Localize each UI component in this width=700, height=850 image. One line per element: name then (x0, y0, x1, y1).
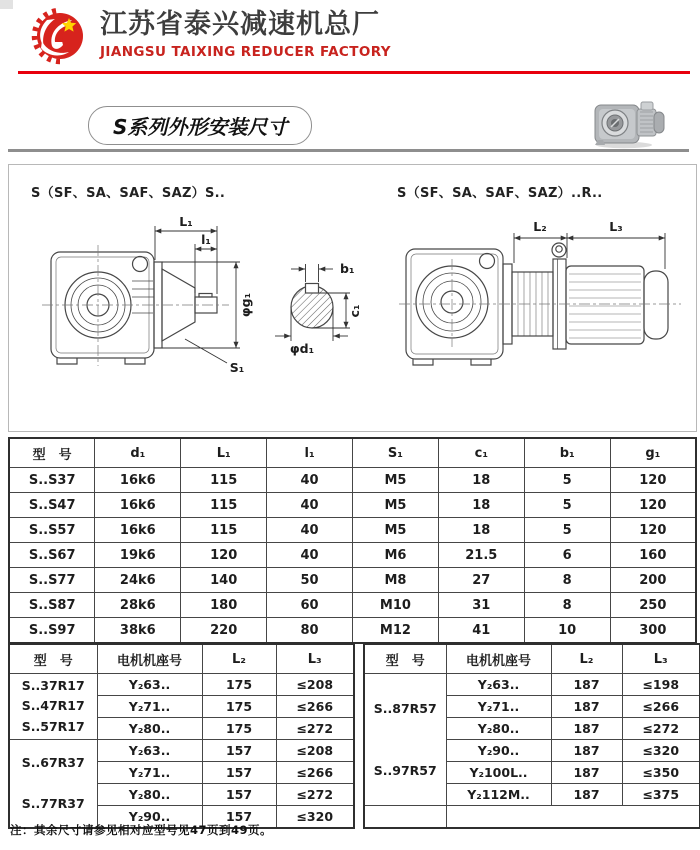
model-label: S..87R57 (373, 700, 437, 716)
motor-frame-cell: Y₂63.. (97, 740, 202, 762)
value-cell: M12 (353, 618, 439, 644)
value-cell: 40 (267, 518, 353, 543)
value-cell: 18 (438, 493, 524, 518)
value-cell: 40 (267, 468, 353, 493)
model-cell: S..S67 (9, 543, 95, 568)
value-cell: 115 (181, 493, 267, 518)
value-cell: 200 (610, 568, 696, 593)
company-name-block (100, 9, 391, 60)
header-L2: L₂ (551, 644, 622, 674)
header-motor-frame: 电机机座号 (97, 644, 202, 674)
value-cell: 60 (267, 593, 353, 618)
model-group-cell (9, 674, 97, 740)
model-cell: S..S87 (9, 593, 95, 618)
motor-frame-cell: Y₂90.. (446, 740, 551, 762)
value-cell: M5 (353, 518, 439, 543)
table-row (364, 806, 700, 829)
value-cell: ≤320 (276, 806, 354, 829)
value-cell: 50 (267, 568, 353, 593)
header-model: 型 号 (9, 438, 95, 468)
table-row (9, 543, 696, 568)
motor-frame-cell: Y₂80.. (97, 718, 202, 740)
red-divider (18, 71, 690, 74)
value-cell: 21.5 (438, 543, 524, 568)
motor-table-header-row (9, 644, 354, 674)
value-cell: 157 (202, 740, 276, 762)
motor-table-right (363, 643, 700, 829)
table-row (364, 674, 700, 696)
table-row (9, 468, 696, 493)
dim-label-g1: φg₁ (238, 292, 253, 318)
motor-frame-cell: Y₂90.. (97, 806, 202, 829)
value-cell: ≤266 (276, 696, 354, 718)
value-cell: 80 (267, 618, 353, 644)
value-cell: M6 (353, 543, 439, 568)
drawings-panel (8, 164, 697, 432)
value-cell: 5 (524, 493, 610, 518)
dim-label-d1: φd₁ (289, 341, 315, 356)
dim-label-c1: c₁ (347, 304, 362, 318)
motor-frame-cell: Y₂71.. (97, 696, 202, 718)
header-S1: S₁ (353, 438, 439, 468)
value-cell: 31 (438, 593, 524, 618)
value-cell: ≤320 (622, 740, 700, 762)
right-gearmotor-drawing (399, 243, 681, 365)
model-label: S..37R17 (21, 678, 85, 694)
header-b1: b₁ (524, 438, 610, 468)
value-cell: 40 (267, 543, 353, 568)
value-cell: 175 (202, 718, 276, 740)
value-cell: 8 (524, 568, 610, 593)
shaft-section-drawing (291, 284, 333, 329)
value-cell: 5 (524, 468, 610, 493)
value-cell: 28k6 (95, 593, 181, 618)
technical-drawings (9, 165, 696, 430)
dim-label-L2: L₂ (533, 219, 547, 234)
value-cell: 115 (181, 468, 267, 493)
motor-table-left (8, 643, 355, 829)
value-cell: ≤375 (622, 784, 700, 806)
value-cell: 10 (524, 618, 610, 644)
value-cell: 38k6 (95, 618, 181, 644)
value-cell: 5 (524, 518, 610, 543)
table-row (9, 568, 696, 593)
dim-label-L1: L₁ (179, 214, 193, 229)
dim-label-S1: S₁ (229, 360, 245, 375)
table-row (9, 593, 696, 618)
value-cell: 115 (181, 518, 267, 543)
page-header (0, 6, 700, 70)
value-cell: 180 (181, 593, 267, 618)
dim-label-b1: b₁ (340, 261, 355, 276)
value-cell: 18 (438, 518, 524, 543)
value-cell: ≤266 (622, 696, 700, 718)
empty-cell (446, 806, 700, 829)
value-cell: M5 (353, 468, 439, 493)
value-cell: 40 (267, 493, 353, 518)
value-cell: 120 (610, 493, 696, 518)
header-model: 型 号 (9, 644, 97, 674)
header-L2: L₂ (202, 644, 276, 674)
value-cell: 160 (610, 543, 696, 568)
table-row (9, 618, 696, 644)
motor-frame-cell: Y₂71.. (446, 696, 551, 718)
model-group-cell (9, 740, 97, 829)
company-logo-icon (27, 8, 91, 66)
value-cell: 175 (202, 696, 276, 718)
value-cell: 250 (610, 593, 696, 618)
value-cell: 187 (551, 762, 622, 784)
value-cell: M5 (353, 493, 439, 518)
header-motor-frame: 电机机座号 (446, 644, 551, 674)
value-cell: 187 (551, 718, 622, 740)
right-drawing-label: S（SF、SA、SAF、SAZ）..R.. (397, 186, 603, 201)
model-cell: S..S77 (9, 568, 95, 593)
value-cell: 16k6 (95, 518, 181, 543)
model-group-cell (364, 674, 446, 806)
section-title-badge: S系列外形安装尺寸 (88, 106, 312, 145)
header-L1: L₁ (181, 438, 267, 468)
value-cell: ≤208 (276, 740, 354, 762)
model-label: S..67R37 (21, 755, 85, 770)
header-c1: c₁ (438, 438, 524, 468)
model-label: S..57R17 (21, 718, 85, 734)
company-name-cn: 江苏省泰兴减速机总厂 (100, 9, 380, 40)
header-g1: g₁ (610, 438, 696, 468)
motor-frame-cell: Y₂80.. (97, 784, 202, 806)
header-d1: d₁ (95, 438, 181, 468)
value-cell: 41 (438, 618, 524, 644)
header-L3: L₃ (276, 644, 354, 674)
gearbox-photo (592, 96, 668, 150)
value-cell: 24k6 (95, 568, 181, 593)
value-cell: 157 (202, 806, 276, 829)
value-cell: ≤208 (276, 674, 354, 696)
header-model: 型 号 (364, 644, 446, 674)
dimension-table-header-row (9, 438, 696, 468)
value-cell: ≤272 (622, 718, 700, 740)
value-cell: ≤266 (276, 762, 354, 784)
left-drawing-label: S（SF、SA、SAF、SAZ）S.. (31, 186, 226, 201)
value-cell: M10 (353, 593, 439, 618)
model-label: S..97R57 (373, 762, 437, 778)
value-cell: 157 (202, 784, 276, 806)
empty-cell (364, 806, 446, 829)
value-cell: 187 (551, 784, 622, 806)
table-row (9, 518, 696, 543)
dim-label-L3: L₃ (609, 219, 623, 234)
footnote: 注：其余尺寸请参见相对应型号见47页到49页。 (10, 823, 273, 837)
value-cell: 220 (181, 618, 267, 644)
model-cell: S..S37 (9, 468, 95, 493)
value-cell: 120 (610, 468, 696, 493)
motor-frame-cell: Y₂80.. (446, 718, 551, 740)
value-cell: 175 (202, 674, 276, 696)
value-cell: 16k6 (95, 468, 181, 493)
model-cell: S..S47 (9, 493, 95, 518)
value-cell: 16k6 (95, 493, 181, 518)
dimension-table (8, 437, 697, 644)
value-cell: 187 (551, 696, 622, 718)
value-cell: 19k6 (95, 543, 181, 568)
table-row (9, 740, 354, 762)
gray-divider (8, 149, 689, 152)
right-drawing-dimensions (514, 233, 665, 269)
company-name-en: JIANGSU TAIXING REDUCER FACTORY (100, 44, 391, 60)
value-cell: 187 (551, 740, 622, 762)
value-cell: 18 (438, 468, 524, 493)
motor-tables (8, 643, 697, 829)
table-row (9, 493, 696, 518)
model-cell: S..S97 (9, 618, 95, 644)
header-l1: l₁ (267, 438, 353, 468)
value-cell: ≤272 (276, 718, 354, 740)
value-cell: ≤350 (622, 762, 700, 784)
motor-frame-cell: Y₂71.. (97, 762, 202, 784)
value-cell: 300 (610, 618, 696, 644)
value-cell: ≤272 (276, 784, 354, 806)
value-cell: 157 (202, 762, 276, 784)
model-label: S..47R17 (21, 698, 85, 714)
left-drawing-dimensions (155, 226, 240, 363)
dim-label-l1: l₁ (201, 232, 211, 247)
value-cell: 187 (551, 674, 622, 696)
header-L3: L₃ (622, 644, 700, 674)
value-cell: 140 (181, 568, 267, 593)
motor-table-header-row (364, 644, 700, 674)
motor-frame-cell: Y₂100L.. (446, 762, 551, 784)
table-row (9, 674, 354, 696)
value-cell: 6 (524, 543, 610, 568)
value-cell: M8 (353, 568, 439, 593)
model-cell: S..S57 (9, 518, 95, 543)
value-cell: 120 (610, 518, 696, 543)
value-cell: 8 (524, 593, 610, 618)
value-cell: 120 (181, 543, 267, 568)
motor-frame-cell: Y₂112M.. (446, 784, 551, 806)
model-label: S..77R37 (21, 796, 85, 811)
motor-frame-cell: Y₂63.. (97, 674, 202, 696)
motor-frame-cell: Y₂63.. (446, 674, 551, 696)
value-cell: ≤198 (622, 674, 700, 696)
value-cell: 27 (438, 568, 524, 593)
